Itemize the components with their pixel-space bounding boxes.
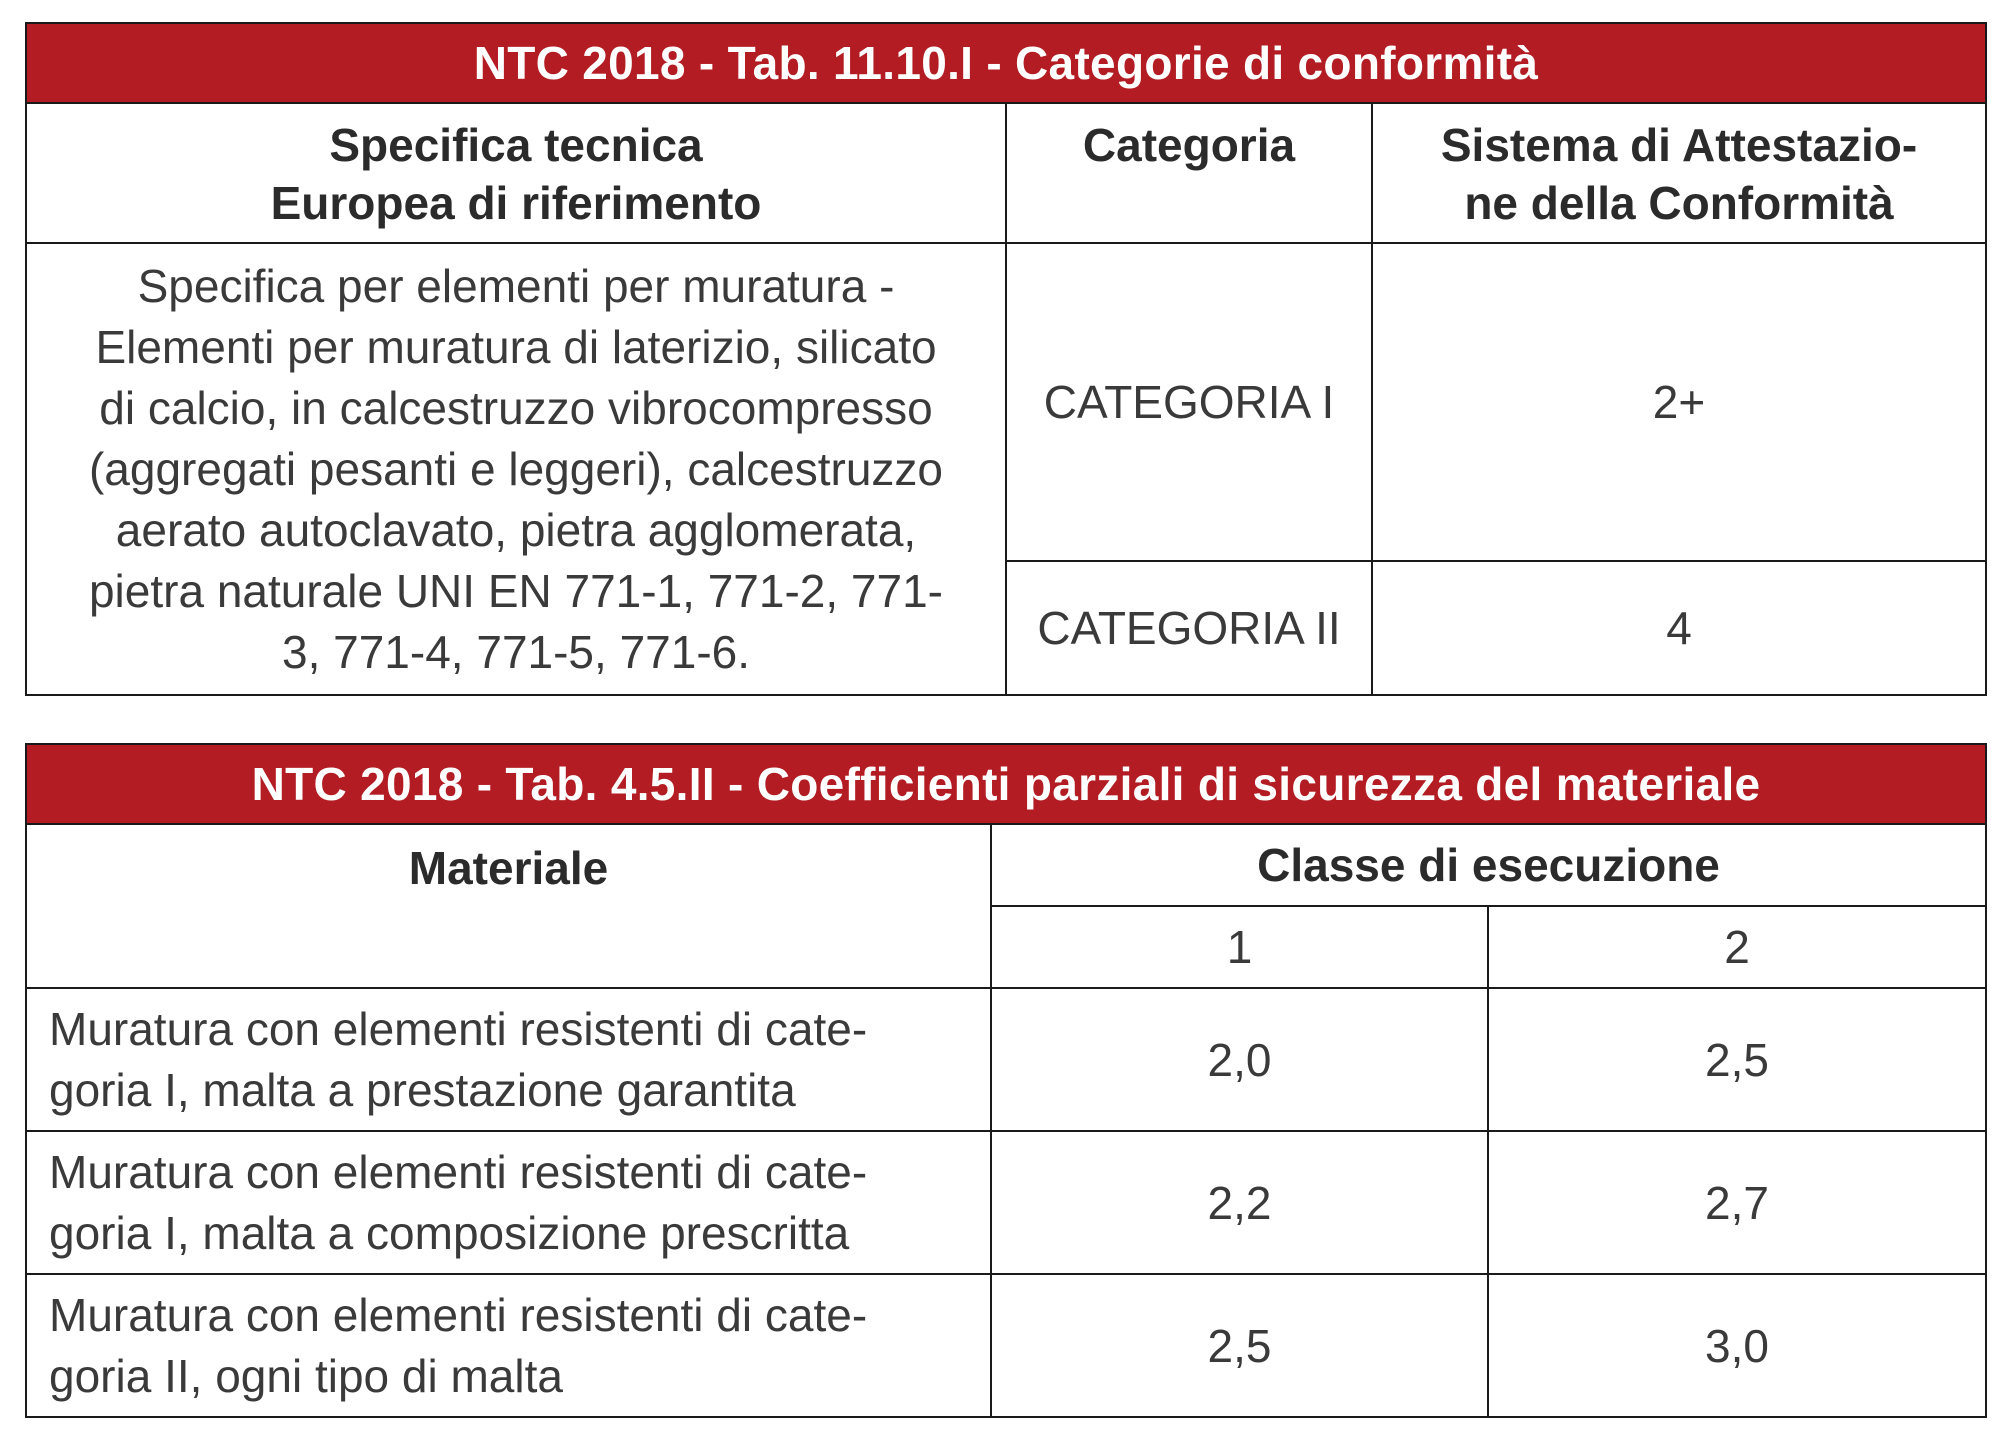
class-2-value: 2,5: [1488, 988, 1986, 1131]
class-1-value: 2,5: [991, 1274, 1488, 1417]
spec-line: aerato autoclavato, pietra agglomerata,: [115, 503, 917, 556]
material-cell: [26, 988, 991, 1131]
table-row: [26, 1131, 1986, 1274]
table-row: [26, 243, 1986, 561]
material-cell: [26, 1274, 991, 1417]
material-line: goria II, ogni tipo di malta: [49, 1349, 563, 1402]
spec-line: pietra naturale UNI EN 771-1, 771-2, 771-: [88, 564, 944, 617]
class-2-value: 3,0: [1488, 1274, 1986, 1417]
spec-line: (aggregati pesanti e leggeri), calcestruzzo: [88, 442, 943, 495]
spec-line: di calcio, in calcestruzzo vibrocompresso: [99, 381, 933, 434]
class-2-header: 2: [1488, 906, 1986, 988]
system-header-line: ne della Conformità: [1464, 177, 1894, 229]
table-header-row: [26, 103, 1986, 243]
system-cell: 2+: [1372, 243, 1986, 561]
execution-class-header: Classe di esecuzione: [991, 824, 1986, 906]
spec-description-cell: [26, 243, 1006, 695]
conformity-categories-table: [25, 22, 1987, 696]
table-header-row: [26, 824, 1986, 906]
category-cell: CATEGORIA I: [1006, 243, 1372, 561]
safety-coefficients-table: [25, 743, 1987, 1418]
material-line: Muratura con elementi resistenti di cate-: [49, 1002, 868, 1055]
spec-header-line: Europea di riferimento: [270, 177, 762, 229]
table-title: NTC 2018 - Tab. 4.5.II - Coefficienti parziali di sicurezza del materiale: [26, 744, 1986, 824]
material-line: Muratura con elementi resistenti di cate-: [49, 1288, 868, 1341]
category-cell: CATEGORIA II: [1006, 561, 1372, 695]
table-row: [26, 988, 1986, 1131]
table-title-row: [26, 23, 1986, 103]
material-line: goria I, malta a composizione prescritta: [49, 1206, 850, 1259]
material-line: Muratura con elementi resistenti di cate-: [49, 1145, 868, 1198]
spec-line: Elementi per muratura di laterizio, silicato: [95, 320, 937, 373]
spec-header: [26, 103, 1006, 243]
table-row: [26, 1274, 1986, 1417]
table-title-row: [26, 744, 1986, 824]
spec-line: 3, 771-4, 771-5, 771-6.: [282, 625, 750, 678]
class-1-value: 2,2: [991, 1131, 1488, 1274]
category-header: Categoria: [1006, 103, 1372, 243]
system-header-line: Sistema di Attestazio-: [1440, 119, 1918, 171]
spec-line: Specifica per elementi per muratura -: [137, 259, 895, 312]
system-cell: 4: [1372, 561, 1986, 695]
table-title: NTC 2018 - Tab. 11.10.I - Categorie di conformità: [26, 23, 1986, 103]
material-header: Materiale: [26, 824, 991, 988]
system-header: [1372, 103, 1986, 243]
class-2-value: 2,7: [1488, 1131, 1986, 1274]
material-line: goria I, malta a prestazione garantita: [49, 1063, 796, 1116]
class-1-value: 2,0: [991, 988, 1488, 1131]
material-cell: [26, 1131, 991, 1274]
spec-header-line: Specifica tecnica: [329, 119, 703, 171]
class-1-header: 1: [991, 906, 1488, 988]
